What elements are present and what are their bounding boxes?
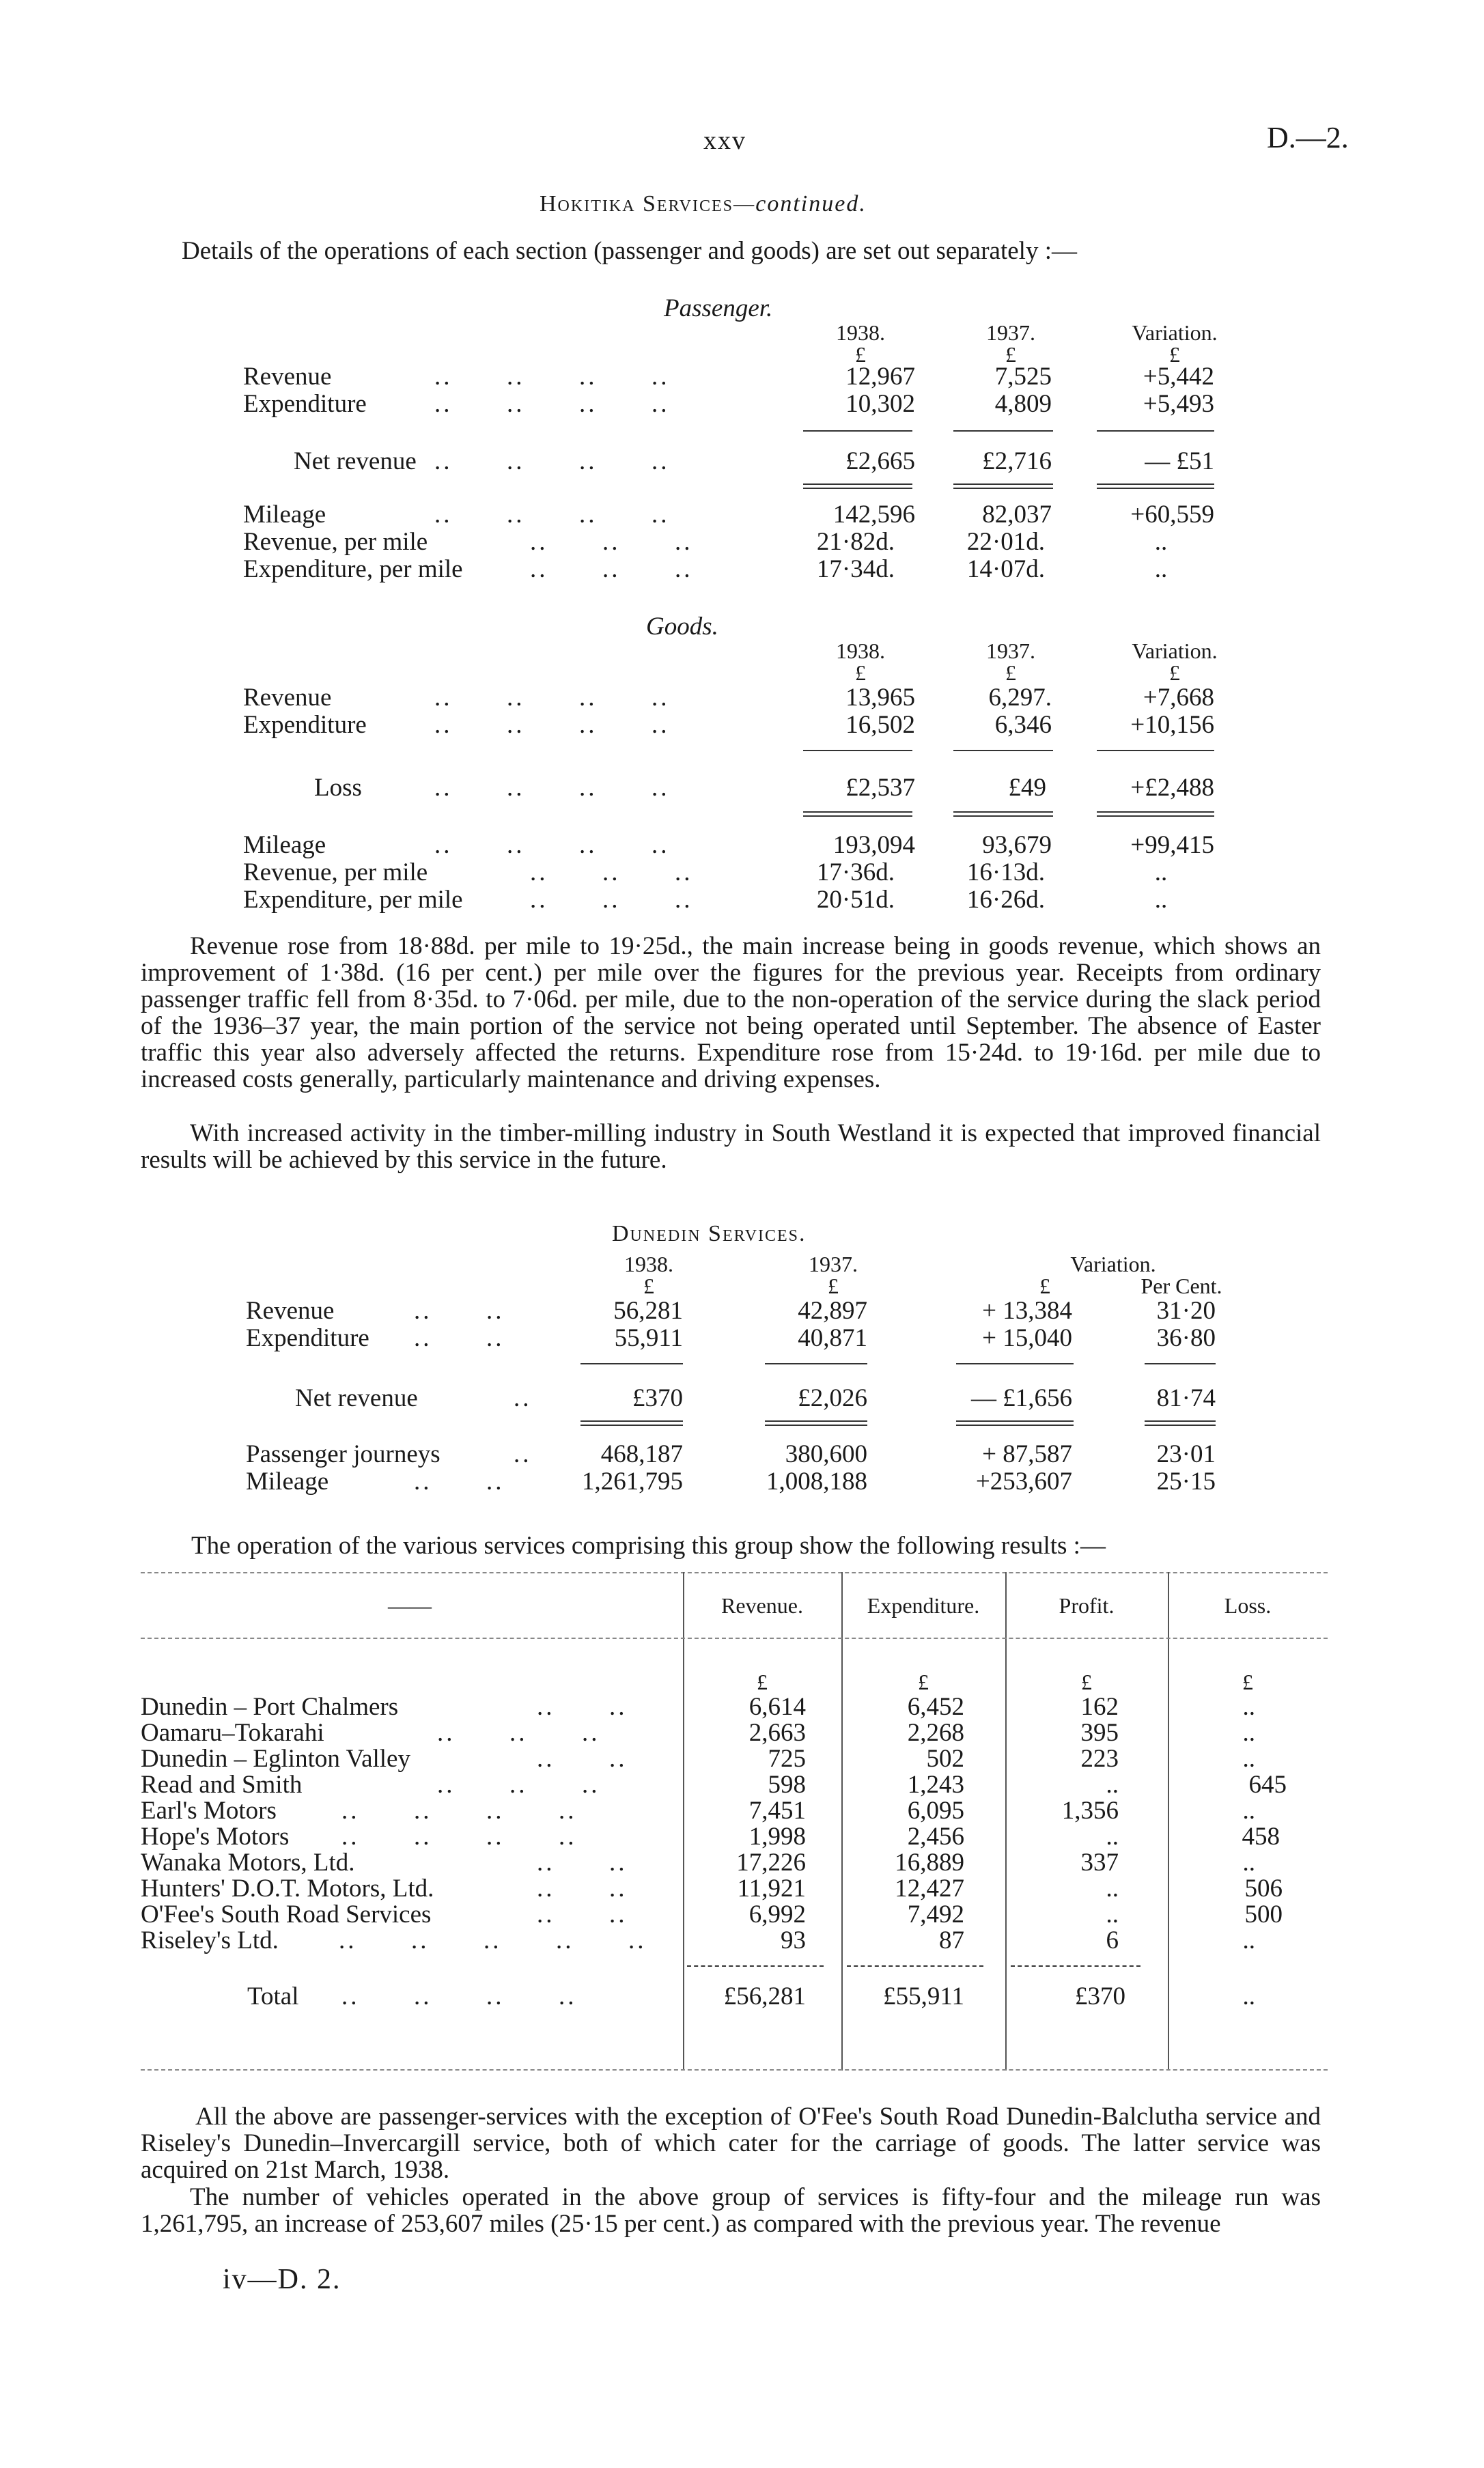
passenger-value-1938: 142,596	[832, 501, 915, 529]
goods-value-1937: 6,346	[994, 711, 1052, 739]
leader-dots: .. ..	[414, 1297, 505, 1325]
leader-dots: .. .. ..	[530, 528, 693, 556]
dunedin-value-variation: — £1,656	[971, 1384, 1072, 1412]
leader-dots: .. .. .. .. ..	[339, 1926, 647, 1954]
dunedin-value-1938: 55,911	[614, 1324, 683, 1352]
dunedin-col-1937: 1937.	[809, 1252, 858, 1276]
hokitika-paragraph-1: Revenue rose from 18·88d. per mile to 19·25d., the main increase being in goods revenue, which shows an improvement of 1·38d. (16 per cent.) per mile over the figures for the previous year. Receipts from ordinary passenger traffic fell from 8·35d. to 7·06d. per mile, due to the non-operation of the service during the slack period of the 1936–37 year, the main portion of the service not being operated until September. The absence of Easter traffic this year also adversely affected the returns. Expenditure rose from 15·24d. to 19·16d. per mile due to increased costs generally, particularly maintenance and driving expenses.	[141, 932, 1321, 1093]
group-expenditure: 6,452	[907, 1693, 964, 1721]
goods-row-label: Loss	[314, 774, 362, 802]
passenger-value-1938: £2,665	[845, 447, 915, 475]
leader-dots: .. .. .. ..	[434, 711, 670, 739]
total-double-rule	[765, 1420, 867, 1426]
group-loss: 645	[1248, 1771, 1287, 1799]
goods-unit-1937: £	[1005, 660, 1016, 685]
passenger-row-label: Expenditure, per mile	[243, 555, 463, 583]
dunedin-unit-1937: £	[828, 1274, 839, 1298]
subtotal-rule	[580, 1363, 683, 1364]
group-loss: ..	[1242, 1926, 1255, 1954]
dunedin-value-1938: 56,281	[613, 1297, 683, 1325]
subtotal-rule	[803, 430, 912, 432]
group-expenditure: 2,456	[907, 1823, 964, 1851]
dunedin-col-1938: 1938.	[624, 1252, 673, 1276]
leader-dots: .. .. .. ..	[341, 1797, 577, 1825]
passenger-value-1938: 10,302	[845, 390, 915, 418]
group-unit-loss: £	[1242, 1670, 1253, 1694]
group-loss: 506	[1244, 1875, 1283, 1903]
dunedin-value-percent: 36·80	[1156, 1324, 1216, 1352]
passenger-value-1938: 17·34d.	[816, 555, 895, 583]
leader-dots: .. ..	[537, 1901, 628, 1929]
total-double-rule	[1145, 1420, 1216, 1426]
group-total-label: Total	[247, 1982, 299, 2010]
goods-value-1937: £49	[1008, 774, 1046, 802]
passenger-value-1938: 12,967	[845, 363, 915, 391]
group-revenue: 11,921	[737, 1875, 806, 1903]
group-profit: 1,356	[1061, 1797, 1119, 1825]
dunedin-col-percent: Per Cent.	[1140, 1274, 1222, 1298]
dunedin-value-1938: 1,261,795	[582, 1468, 683, 1496]
group-revenue: 17,226	[736, 1849, 806, 1877]
group-expenditure: 87	[939, 1926, 964, 1954]
subtotal-rule	[953, 430, 1053, 432]
passenger-value-variation: — £51	[1145, 447, 1214, 475]
group-revenue: 7,451	[748, 1797, 806, 1825]
section-title-continued: —continued.	[733, 191, 867, 216]
leader-dots: .. .. .. ..	[434, 363, 670, 391]
group-service-name: Riseley's Ltd.	[141, 1926, 279, 1954]
dunedin-value-variation: + 13,384	[982, 1297, 1072, 1325]
group-revenue: 1,998	[748, 1823, 806, 1851]
passenger-unit-1937: £	[1005, 342, 1016, 367]
goods-value-1938: 17·36d.	[816, 858, 895, 886]
table-top-rule	[141, 1572, 1328, 1573]
goods-col-1938: 1938.	[836, 639, 885, 663]
subtotal-rule	[953, 750, 1053, 751]
subtotal-rule	[803, 750, 912, 751]
group-profit: ..	[1106, 1823, 1119, 1851]
goods-value-1937: 6,297.	[988, 684, 1052, 712]
group-service-name: Read and Smith	[141, 1771, 303, 1799]
section-title-dunedin: Dunedin Services.	[612, 1221, 807, 1246]
passenger-unit-1938: £	[855, 342, 866, 367]
passenger-unit-variation: £	[1169, 342, 1180, 367]
leader-dots: .. .. ..	[530, 858, 693, 886]
subtotal-rule	[765, 1363, 867, 1364]
goods-value-1938: 13,965	[845, 684, 915, 712]
total-double-rule	[1097, 483, 1214, 489]
dunedin-value-percent: 31·20	[1156, 1297, 1216, 1325]
document-reference: D.—2.	[1267, 121, 1349, 154]
goods-value-1938: £2,537	[845, 774, 915, 802]
hokitika-paragraph-2: With increased activity in the timber-milling industry in South Westland it is expected that improved financial results will be achieved by this service in the future.	[141, 1119, 1321, 1174]
footer-signature: iv—D. 2.	[223, 2264, 341, 2295]
dunedin-paragraph-2: The number of vehicles operated in the above group of services is fifty-four and the mileage run was 1,261,795, an increase of 253,607 miles (25·15 per cent.) as compared with the previous year. The revenue	[141, 2183, 1321, 2238]
goods-value-1937: 16·13d.	[966, 858, 1045, 886]
group-expenditure: 6,095	[907, 1797, 964, 1825]
dunedin-value-1937: 40,871	[798, 1324, 867, 1352]
dunedin-unit-1938: £	[643, 1274, 654, 1298]
total-double-rule	[953, 811, 1053, 817]
leader-dots: ..	[514, 1384, 532, 1412]
goods-value-1937: 16·26d.	[966, 886, 1045, 914]
goods-value-1937: 93,679	[982, 831, 1052, 859]
passenger-value-1937: 14·07d.	[966, 555, 1045, 583]
goods-value-variation: +10,156	[1130, 711, 1214, 739]
leader-dots: .. ..	[537, 1849, 628, 1877]
group-revenue: 6,992	[748, 1901, 806, 1929]
hokitika-intro: Details of the operations of each section (passenger and goods) are set out separately :—	[182, 237, 1077, 265]
group-expenditure: 1,243	[907, 1771, 964, 1799]
passenger-row-label: Net revenue	[294, 447, 417, 475]
group-revenue: 2,663	[748, 1719, 806, 1747]
group-service-name: Wanaka Motors, Ltd.	[141, 1849, 355, 1877]
group-profit: 223	[1080, 1745, 1119, 1773]
goods-value-variation: +99,415	[1130, 831, 1214, 859]
dunedin-row-label: Expenditure	[246, 1324, 369, 1352]
passenger-value-1937: 7,525	[994, 363, 1052, 391]
group-expenditure: 502	[926, 1745, 964, 1773]
group-header-loss: Loss.	[1224, 1593, 1272, 1618]
goods-value-variation: +7,668	[1143, 684, 1214, 712]
dunedin-value-percent: 23·01	[1156, 1440, 1216, 1468]
group-loss: ..	[1242, 1693, 1255, 1721]
group-unit-expenditure: £	[918, 1670, 929, 1694]
group-service-name: Oamaru–Tokarahi	[141, 1719, 324, 1747]
leader-dots: .. .. ..	[530, 555, 693, 583]
group-loss: ..	[1242, 1849, 1255, 1877]
total-double-rule	[1097, 811, 1214, 817]
leader-dots: .. ..	[537, 1875, 628, 1903]
group-header-revenue: Revenue.	[721, 1593, 803, 1618]
total-rule	[1011, 1965, 1140, 1967]
passenger-value-1937: 22·01d.	[966, 528, 1045, 556]
dunedin-value-percent: 81·74	[1156, 1384, 1216, 1412]
passenger-value-variation: +5,442	[1143, 363, 1214, 391]
dunedin-value-1937: £2,026	[798, 1384, 867, 1412]
group-header-expenditure: Expenditure.	[867, 1593, 980, 1618]
subtotal-rule	[1097, 750, 1214, 751]
leader-dots: .. .. .. ..	[434, 447, 670, 475]
goods-value-1938: 16,502	[845, 711, 915, 739]
page-number: xxv	[703, 126, 746, 155]
group-service-name: Earl's Motors	[141, 1797, 277, 1825]
leader-dots: .. ..	[537, 1693, 628, 1721]
group-loss: ..	[1242, 1797, 1255, 1825]
leader-dots: .. .. .. ..	[434, 774, 670, 802]
group-loss: ..	[1242, 1745, 1255, 1773]
passenger-value-variation: ..	[1154, 528, 1168, 556]
group-service-name: Dunedin – Port Chalmers	[141, 1693, 399, 1721]
passenger-value-1938: 21·82d.	[816, 528, 895, 556]
table-bottom-rule	[141, 2069, 1328, 2071]
leader-dots: .. .. .. ..	[341, 1982, 577, 2010]
dunedin-row-label: Mileage	[246, 1468, 329, 1496]
leader-dots: ..	[514, 1440, 532, 1468]
passenger-col-variation: Variation.	[1132, 320, 1218, 345]
goods-value-variation: ..	[1154, 886, 1168, 914]
dunedin-paragraph-1: All the above are passenger-services with the exception of O'Fee's South Road Dunedin-Balclutha service and Riseley's Dunedin–Invercargill service, both of which cater for the carriage of goods. The latter service was acquired on 21st March, 1938.	[141, 2103, 1321, 2184]
group-profit: 6	[1106, 1926, 1119, 1954]
group-service-name: Hunters' D.O.T. Motors, Ltd.	[141, 1875, 434, 1903]
dunedin-value-1938: £370	[632, 1384, 683, 1412]
passenger-row-label: Revenue	[243, 363, 332, 391]
leader-dots: .. ..	[537, 1745, 628, 1773]
group-profit: ..	[1106, 1901, 1119, 1929]
dunedin-value-variation: +253,607	[975, 1468, 1072, 1496]
passenger-heading: Passenger.	[664, 294, 773, 322]
total-double-rule	[953, 483, 1053, 489]
goods-value-variation: +£2,488	[1130, 774, 1214, 802]
passenger-value-variation: +60,559	[1130, 501, 1214, 529]
section-title-hokitika	[540, 191, 867, 217]
goods-value-1938: 20·51d.	[816, 886, 895, 914]
passenger-row-label: Expenditure	[243, 390, 367, 418]
dunedin-value-variation: + 15,040	[982, 1324, 1072, 1352]
group-total-loss: ..	[1242, 1982, 1255, 2010]
group-unit-profit: £	[1081, 1670, 1092, 1694]
goods-value-1938: 193,094	[832, 831, 915, 859]
passenger-row-label: Revenue, per mile	[243, 528, 428, 556]
total-rule	[847, 1965, 983, 1967]
leader-dots: .. .. .. ..	[434, 501, 670, 529]
leader-dots: .. .. .. ..	[434, 684, 670, 712]
group-profit: ..	[1106, 1875, 1119, 1903]
goods-row-label: Revenue	[243, 684, 332, 712]
group-total-expenditure: £55,911	[883, 1982, 964, 2010]
total-double-rule	[956, 1420, 1074, 1426]
leader-dots: .. .. ..	[437, 1719, 600, 1747]
group-revenue: 93	[781, 1926, 806, 1954]
group-expenditure: 2,268	[907, 1719, 964, 1747]
goods-value-variation: ..	[1154, 858, 1168, 886]
total-double-rule	[803, 811, 912, 817]
group-total-profit: £370	[1075, 1982, 1125, 2010]
leader-dots: .. ..	[414, 1324, 505, 1352]
group-revenue: 598	[768, 1771, 806, 1799]
group-header-profit: Profit.	[1059, 1593, 1115, 1618]
goods-unit-1938: £	[855, 660, 866, 685]
group-loss: 500	[1244, 1901, 1283, 1929]
dunedin-row-label: Revenue	[246, 1297, 335, 1325]
dunedin-col-variation: Variation.	[1070, 1252, 1156, 1276]
leader-dots: .. .. .. ..	[434, 831, 670, 859]
goods-row-label: Mileage	[243, 831, 326, 859]
group-profit: 162	[1080, 1693, 1119, 1721]
group-loss: ..	[1242, 1719, 1255, 1747]
group-expenditure: 16,889	[895, 1849, 964, 1877]
dunedin-value-1937: 1,008,188	[766, 1468, 867, 1496]
dunedin-value-percent: 25·15	[1156, 1468, 1216, 1496]
subtotal-rule	[956, 1363, 1074, 1364]
dunedin-value-variation: + 87,587	[982, 1440, 1072, 1468]
total-double-rule	[580, 1420, 683, 1426]
leader-dots: .. .. .. ..	[341, 1823, 577, 1851]
goods-col-variation: Variation.	[1132, 639, 1218, 663]
dunedin-value-1938: 468,187	[600, 1440, 683, 1468]
goods-row-label: Expenditure	[243, 711, 367, 739]
group-revenue: 725	[768, 1745, 806, 1773]
leader-dots: .. .. ..	[437, 1771, 600, 1799]
passenger-value-1937: 4,809	[994, 390, 1052, 418]
leader-dots: .. .. ..	[530, 886, 693, 914]
total-double-rule	[803, 483, 912, 489]
dunedin-value-1937: 42,897	[798, 1297, 867, 1325]
group-service-name: Dunedin – Eglinton Valley	[141, 1745, 410, 1773]
group-expenditure: 12,427	[895, 1875, 964, 1903]
leader-dots: .. ..	[414, 1468, 505, 1496]
goods-row-label: Expenditure, per mile	[243, 886, 463, 914]
passenger-value-1937: £2,716	[982, 447, 1052, 475]
passenger-value-variation: ..	[1154, 555, 1168, 583]
group-header-service: ——	[388, 1593, 432, 1618]
dunedin-row-label: Passenger journeys	[246, 1440, 440, 1468]
group-table-intro: The operation of the various services comprising this group show the following results :—	[191, 1532, 1106, 1560]
passenger-value-1937: 82,037	[982, 501, 1052, 529]
total-rule	[687, 1965, 824, 1967]
group-profit: 337	[1080, 1849, 1119, 1877]
group-revenue: 6,614	[748, 1693, 806, 1721]
section-title-lead: Hokitika Services	[540, 191, 734, 216]
group-loss: 458	[1242, 1823, 1280, 1851]
group-service-name: Hope's Motors	[141, 1823, 290, 1851]
group-profit: 395	[1080, 1719, 1119, 1747]
passenger-value-variation: +5,493	[1143, 390, 1214, 418]
header-bottom-rule	[141, 1638, 1328, 1639]
subtotal-rule	[1097, 430, 1214, 432]
group-service-name: O'Fee's South Road Services	[141, 1901, 432, 1929]
passenger-row-label: Mileage	[243, 501, 326, 529]
goods-heading: Goods.	[646, 613, 718, 641]
passenger-col-1938: 1938.	[836, 320, 885, 345]
goods-unit-variation: £	[1169, 660, 1180, 685]
group-unit-revenue: £	[757, 1670, 768, 1694]
goods-col-1937: 1937.	[986, 639, 1035, 663]
passenger-col-1937: 1937.	[986, 320, 1035, 345]
leader-dots: .. .. .. ..	[434, 390, 670, 418]
group-expenditure: 7,492	[907, 1901, 964, 1929]
goods-row-label: Revenue, per mile	[243, 858, 428, 886]
subtotal-rule	[1145, 1363, 1216, 1364]
group-profit: ..	[1106, 1771, 1119, 1799]
dunedin-row-label: Net revenue	[295, 1384, 418, 1412]
dunedin-unit-variation: £	[1039, 1274, 1050, 1298]
dunedin-value-1937: 380,600	[785, 1440, 867, 1468]
group-total-revenue: £56,281	[723, 1982, 806, 2010]
